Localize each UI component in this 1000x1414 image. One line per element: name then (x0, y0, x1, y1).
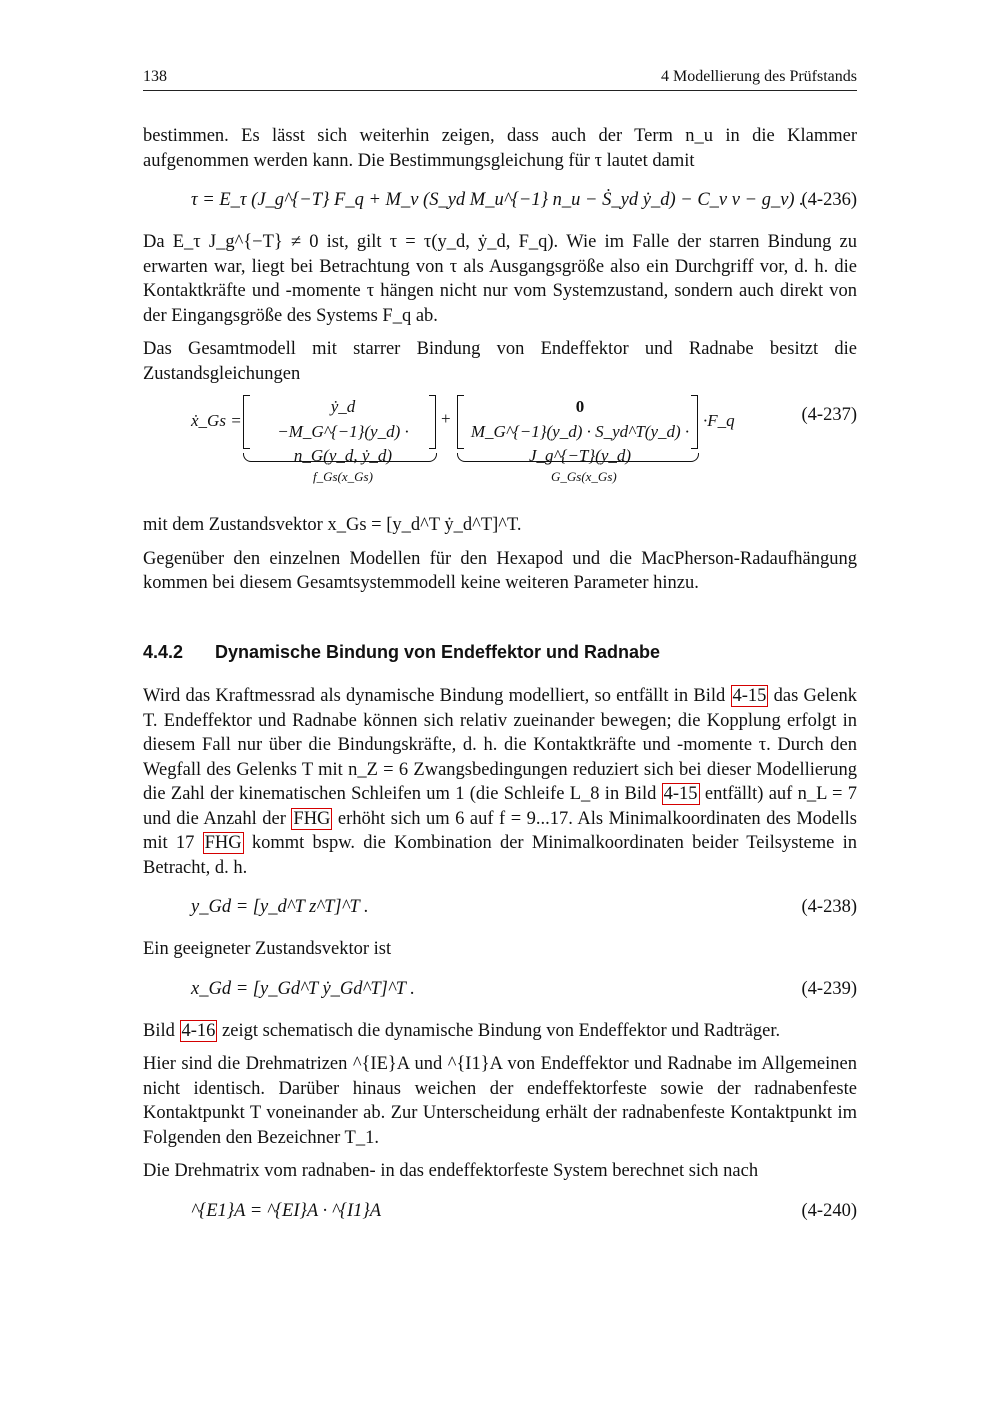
paragraph (143, 684, 857, 880)
glossary-link-fhg[interactable]: FHG (204, 833, 242, 853)
equation-formula: y_Gd = [y_d^T z^T]^T . (191, 897, 369, 917)
running-header (143, 66, 857, 91)
equation-lhs: ẋ_Gs = (191, 411, 242, 430)
equation-number: (4-236) (801, 190, 857, 210)
text-run: zeigt schematisch die dynamische Bindung von Endeffektor und Radträger. (217, 1020, 781, 1041)
matrix-g-bottom: M_G^{−1}(y_d) · S_yd^T(y_d) · J_g^{−T}(y_d) (470, 421, 690, 465)
section-heading (143, 640, 857, 665)
text-run: entfällt) auf n_L = 7 und die Anzahl der (143, 784, 857, 829)
equation-formula: τ = E_τ (J_g^{−T} F_q + M_v (S_yd M_u^{−1} n_u − Ṡ_yd ẏ_d) − C_v v − g_v) . (191, 190, 804, 210)
paragraph: Gegenüber den einzelnen Modellen für den Hexapod und die MacPherson-Radaufhängung kommen bei diesem Gesamtsystemmodell keine weiteren Parameter hinzu. (143, 548, 857, 593)
paragraph: Hier sind die Drehmatrizen ^{IE}A und ^{I1}A von Endeffektor und Radnabe im Allgemeinen nicht identisch. Darüber hinaus weichen der endeffektorfeste sowie der radnabenfeste Kontaktpunkt T voneinander ab. Zur Unterscheidung erhält der radnabenfeste Kontaktpunkt im Folgenden den Bezeichner T_1. (143, 1054, 857, 1148)
paragraph: Ein geeigneter Zustandsvektor ist (143, 939, 392, 959)
figure-reference-link[interactable]: 4-15 (663, 784, 698, 804)
underbrace-label-f: f_Gs(x_Gs) (313, 469, 373, 484)
matrix-f-top: ẏ_d (330, 397, 356, 416)
equation-formula: ^{E1}A = ^{EI}A · ^{I1}A (191, 1200, 382, 1221)
figure-reference-link[interactable]: 4-15 (732, 686, 767, 706)
figure-reference-link[interactable]: 4-16 (181, 1020, 216, 1041)
equation-4-236 (143, 182, 857, 218)
left-bracket (243, 395, 250, 449)
plus-sign: + (441, 409, 451, 428)
paragraph: Das Gesamtmodell mit starrer Bindung von Endeffektor und Radnabe besitzt die Zustandsgleichungen (143, 339, 857, 384)
equation-number: (4-239) (801, 978, 857, 999)
page-body (143, 124, 857, 1241)
chapter-title: 4 Modellierung des Prüfstands (661, 68, 857, 85)
section-title: Dynamische Bindung von Endeffektor und Radnabe (215, 641, 661, 662)
glossary-link-fhg[interactable]: FHG (293, 808, 331, 829)
equation-tail: ·F_q (703, 411, 735, 430)
left-bracket (457, 395, 464, 449)
section-number: 4.4.2 (143, 641, 184, 662)
equation-number: (4-240) (801, 1200, 857, 1221)
underbrace-label-g: G_Gs(x_Gs) (551, 469, 617, 484)
equation-4-239 (143, 971, 857, 1007)
text-run: erhöht sich um 6 auf f = 9...17. Als Minimalkoordinaten des Modells mit 17 (143, 808, 857, 853)
paragraph: Die Drehmatrix vom radnaben- in das endeffektorfeste System berechnet sich nach (143, 1161, 759, 1181)
page-number: 138 (143, 68, 167, 85)
equation-formula: x_Gd = [y_Gd^T ẏ_Gd^T]^T . (191, 978, 415, 999)
matrix-g-top: 0 (575, 397, 585, 416)
text-run: kommt bspw. die Kombination der Minimalkoordinaten beider Teilsysteme in Betracht, d. h. (143, 833, 857, 878)
equation-number: (4-237) (801, 405, 857, 425)
right-bracket (691, 395, 698, 449)
paragraph: Da E_τ J_g^{−T} ≠ 0 ist, gilt τ = τ(y_d, ẏ_d, F_q). Wie im Falle der starren Bindung zu erwarten war, liegt bei Betrachtung von τ als Ausgangsgröße also ein Durchgriff vor, d. h. die Kontaktkräfte und -momente τ hängen nicht nur vom Systemzustand, sondern auch direkt von der Eingangsgröße des Systems F_q ab. (143, 232, 857, 326)
text-run: das Gelenk T. Endeffektor und Radnabe können sich relativ zueinander bewegen; die Kopplung erfolgt in diesem Fall nur über die Bindungskräfte, d. h. die Kontaktkräfte und -momente τ. Durch den Wegfall des Gelenks T mit n_Z = 6 Zwangsbedingungen reduziert sich bei dieser Modellierung die Zahl der kinematischen Schleifen um 1 (die Schleife L_8 in Bild (143, 686, 857, 804)
underbrace (457, 453, 699, 462)
underbrace (243, 453, 437, 462)
matrix-f-bottom: −M_G^{−1}(y_d) · n_G(y_d, ẏ_d) (277, 421, 409, 465)
equation-4-238 (143, 889, 857, 925)
text-run: Bild (143, 1020, 180, 1041)
equation-4-237 (143, 395, 857, 495)
paragraph: bestimmen. Es lässt sich weiterhin zeigen, dass auch der Term n_u in die Klammer aufgenommen werden kann. Die Bestimmungsgleichung für τ lautet damit (143, 126, 857, 171)
right-bracket (429, 395, 436, 449)
text-run: Wird das Kraftmessrad als dynamische Bindung modelliert, so entfällt in Bild (143, 686, 731, 706)
paragraph: mit dem Zustandsvektor x_Gs = [y_d^T ẏ_d^T]^T. (143, 515, 522, 535)
equation-number: (4-238) (801, 897, 857, 917)
paragraph (143, 1019, 857, 1044)
equation-4-240 (143, 1193, 857, 1229)
